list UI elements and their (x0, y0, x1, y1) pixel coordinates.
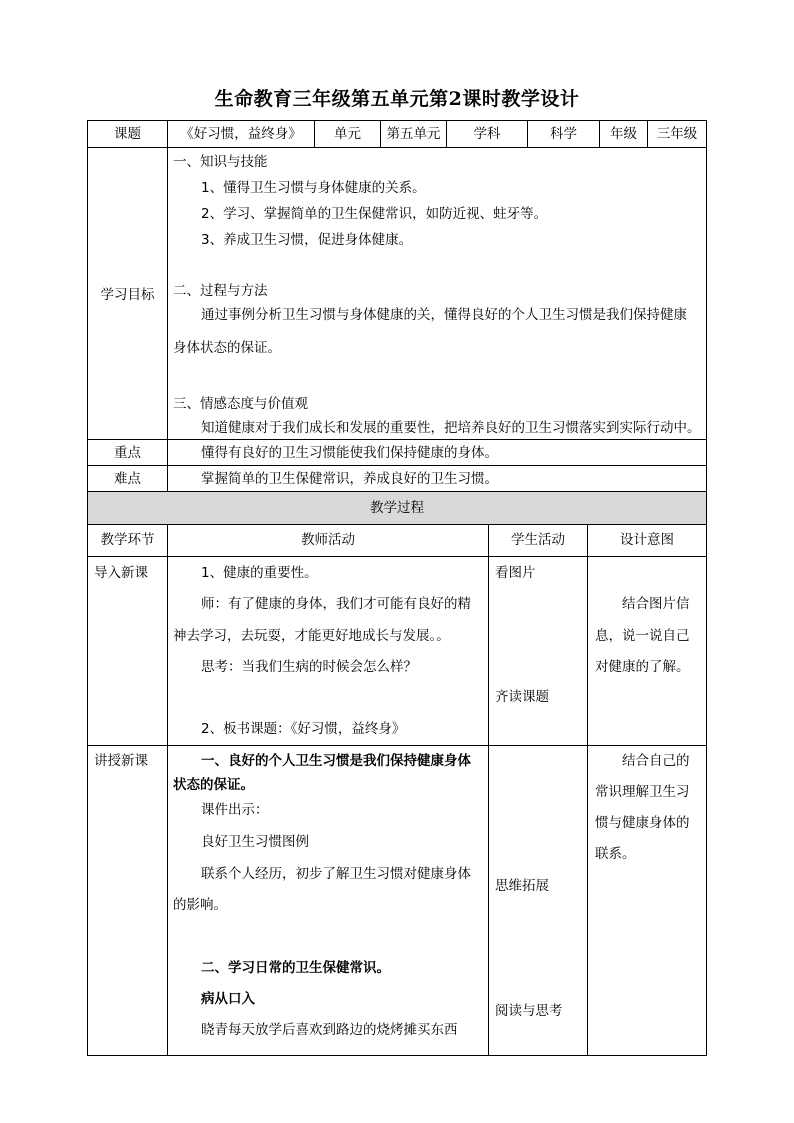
intro-teacher-cell (167, 556, 489, 746)
goals-section-2-title: 二、过程与方法 (173, 283, 268, 299)
intro-intent-cell (587, 556, 707, 746)
unit-label: 单元 (334, 126, 361, 142)
intro-stage: 导入新课 (94, 565, 148, 581)
goals-section-3-text: 知道健康对于我们成长和发展的重要性，把培养良好的卫生习惯落实到实际行动中。 (201, 420, 701, 436)
intro-student-cell (488, 556, 588, 746)
goals-section-3-title: 三、情感态度与价值观 (173, 396, 308, 412)
difficulty-label: 难点 (114, 471, 141, 487)
course-label: 课题 (114, 126, 141, 142)
goals-item: 2、学习、掌握简单的卫生保健常识，如防近视、蛀牙等。 (201, 206, 548, 222)
goals-section-2-text: 身体状态的保证。 (173, 340, 281, 356)
lecture-stage: 讲授新课 (94, 753, 148, 769)
lecture-heading: 一、良好的个人卫生习惯是我们保持健康身体 (201, 753, 471, 769)
lecture-intent-text: 联系。 (595, 846, 636, 862)
intro-stage-cell (87, 556, 168, 746)
goals-section-2-text: 通过事例分析卫生习惯与身体健康的关，懂得良好的个人卫生习惯是我们保持健康 (201, 307, 687, 323)
difficulty-text: 掌握简单的卫生保健常识，养成良好的卫生习惯。 (201, 471, 498, 487)
key-point-label: 重点 (114, 445, 141, 461)
lecture-teacher-text: 的影响。 (173, 897, 227, 913)
process-header: 教学过程 (370, 500, 424, 516)
lecture-intent-text: 结合自己的 (622, 753, 690, 769)
lecture-teacher-text: 良好卫生习惯图例 (201, 834, 309, 850)
key-point-text: 懂得有良好的卫生习惯能使我们保持健康的身体。 (201, 445, 498, 461)
intro-intent-text: 对健康的了解。 (595, 659, 690, 675)
goals-item: 3、养成卫生习惯，促进身体健康。 (201, 232, 413, 248)
goals-item: 1、懂得卫生习惯与身体健康的关系。 (201, 180, 426, 196)
col-student: 学生活动 (511, 532, 565, 548)
lecture-teacher-text: 课件出示： (201, 802, 269, 818)
lecture-teacher-text: 晓青每天放学后喜欢到路边的烧烤摊买东西 (201, 1022, 458, 1038)
page-title: 生命教育三年级第五单元第2课时教学设计 (214, 88, 580, 110)
subject-value: 科学 (550, 126, 577, 142)
lecture-subheading: 病从口入 (201, 991, 255, 1007)
unit-value: 第五单元 (386, 126, 441, 142)
col-intent: 设计意图 (620, 532, 674, 548)
lecture-student-text: 思维拓展 (495, 878, 549, 894)
lecture-student-text: 阅读与思考 (495, 1003, 563, 1019)
intro-intent-text: 息，说一说自己 (595, 628, 690, 644)
col-stage: 教学环节 (100, 532, 155, 548)
intro-student-text: 齐读课题 (495, 689, 549, 705)
intro-teacher-text: 神去学习，去玩耍，才能更好地成长与发展。。 (173, 628, 450, 644)
lecture-teacher-text: 联系个人经历，初步了解卫生习惯对健康身体 (201, 866, 471, 882)
subject-label: 学科 (473, 126, 501, 142)
course-value: 《好习惯，益终身》 (180, 126, 302, 142)
grade-value: 三年级 (656, 126, 698, 142)
lecture-heading: 二、学习日常的卫生保健常识。 (201, 960, 390, 976)
lecture-stage-cell (87, 745, 168, 1056)
intro-intent-text: 结合图片信 (622, 596, 690, 612)
intro-teacher-text: 2、板书课题：《好习惯，益终身》 (201, 721, 406, 737)
goals-section-1-title: 一、知识与技能 (173, 154, 268, 170)
intro-student-text: 看图片 (495, 565, 536, 581)
intro-teacher-text: 1、健康的重要性。 (201, 565, 318, 581)
goals-label: 学习目标 (100, 287, 155, 303)
col-teacher: 教师活动 (301, 532, 355, 548)
grade-label: 年级 (610, 126, 637, 142)
lecture-intent-text: 惯与健康身体的 (595, 815, 690, 831)
intro-teacher-text: 师：有了健康的身体，我们才可能有良好的精 (201, 596, 471, 612)
lecture-intent-text: 常识理解卫生习 (595, 784, 690, 800)
lecture-heading: 状态的保证。 (173, 777, 254, 793)
intro-teacher-text: 思考：当我们生病的时候会怎么样？ (201, 659, 417, 675)
